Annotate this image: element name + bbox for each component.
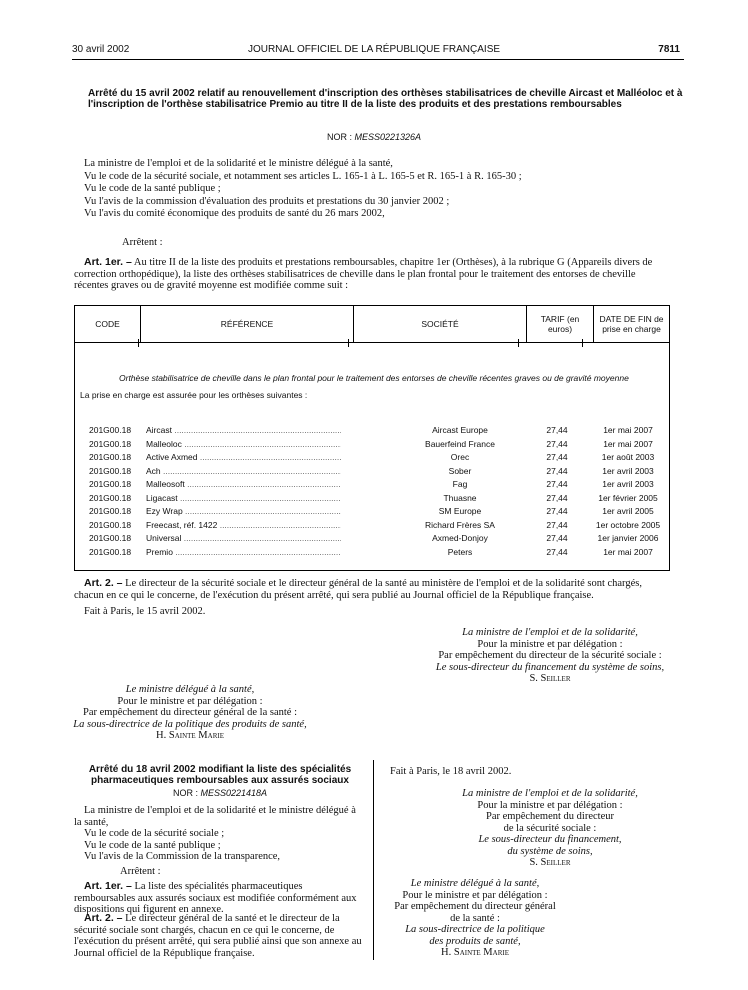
col-societe: SOCIÉTÉ bbox=[354, 306, 527, 343]
column-divider bbox=[373, 760, 374, 960]
table-caption: Orthèse stabilisatrice de cheville dans le plan frontal pour le traitement des entorses de cheville récentes graves ou de gravité moyenne bbox=[119, 373, 629, 383]
header-page-number: 7811 bbox=[658, 44, 680, 55]
table-row bbox=[75, 479, 669, 493]
col-date-fin: DATE DE FIN de prise en charge bbox=[594, 306, 670, 343]
signature-line: Par empêchement du directeur général de la santé : bbox=[83, 707, 297, 718]
signature-line: Par empêchement du directeur général bbox=[394, 901, 556, 912]
row-date-fin: 1er octobre 2005 bbox=[595, 519, 661, 530]
decree1-visas bbox=[84, 158, 684, 221]
table-row bbox=[75, 439, 669, 453]
signature-line: Le sous-directeur du financement du système de soins, bbox=[435, 661, 665, 673]
row-tarif: 27,44 bbox=[546, 506, 568, 516]
decree1-article1 bbox=[74, 257, 670, 292]
signature-line: La ministre de l'emploi et de la solidarité, bbox=[462, 627, 638, 638]
header-rule bbox=[72, 59, 684, 60]
row-date-fin: 1er août 2003 bbox=[601, 452, 655, 462]
row-code: 201G00.18 bbox=[89, 506, 132, 516]
row-reference: Active Axmed ..... bbox=[146, 452, 341, 462]
row-code: 201G00.18 bbox=[89, 492, 132, 503]
signature-name: H. Sainte Marie bbox=[441, 947, 509, 958]
table-row bbox=[75, 506, 669, 520]
row-societe: Bauerfeind France bbox=[425, 438, 495, 449]
decree1-fait: Fait à Paris, le 15 avril 2002. bbox=[84, 606, 206, 617]
row-societe: Orec bbox=[450, 452, 470, 462]
row-code: 201G00.18 bbox=[89, 452, 132, 462]
row-societe: Sober bbox=[448, 465, 472, 476]
row-date-fin: 1er mai 2007 bbox=[603, 438, 653, 449]
row-code: 201G00.18 bbox=[89, 425, 132, 435]
row-societe: Fag bbox=[452, 479, 468, 489]
row-date-fin: 1er mai 2007 bbox=[603, 546, 653, 557]
row-reference: Malleosoft ..... bbox=[146, 479, 341, 489]
row-reference: Ligacast ..... bbox=[146, 493, 341, 503]
article-text: La liste des spécialités pharmaceutiques remboursables aux assurés sociaux est modifiée conformément aux dispositions qui figurent en annexe. bbox=[74, 881, 357, 915]
signature-name: H. Sainte Marie bbox=[156, 730, 224, 741]
nor-value: MESS0221326A bbox=[354, 132, 422, 142]
table-subcaption: La prise en charge est assurée pour les orthèses suivantes : bbox=[80, 390, 308, 400]
signature-line: des produits de santé, bbox=[429, 935, 521, 947]
row-date-fin: 1er février 2005 bbox=[598, 492, 658, 503]
row-code: 201G00.18 bbox=[89, 465, 132, 476]
decree2-title: Arrêté du 18 avril 2002 modifiant la liste des spécialités pharmaceutiques remboursables aux assurés sociaux bbox=[88, 764, 352, 786]
article-label: Art. 2. – bbox=[84, 912, 123, 924]
table-row bbox=[75, 520, 669, 534]
visa-line: La ministre de l'emploi et de la solidarité et le ministre délégué à la santé, bbox=[84, 158, 393, 169]
row-reference: Aircast ..... bbox=[146, 425, 341, 435]
article-label: Art. 1er. – bbox=[84, 880, 132, 892]
nor-label: NOR : bbox=[326, 132, 352, 142]
row-societe: Richard Frères SA bbox=[425, 519, 495, 530]
decree2-signature-2 bbox=[375, 878, 575, 959]
row-societe: SM Europe bbox=[438, 506, 482, 516]
signature-line: Pour la ministre et par délégation : bbox=[477, 799, 623, 811]
col-divider bbox=[138, 339, 139, 347]
row-date-fin: 1er mai 2007 bbox=[603, 425, 653, 435]
col-reference: RÉFÉRENCE bbox=[141, 306, 354, 343]
row-tarif: 27,44 bbox=[546, 533, 568, 543]
decree1-arretent: Arrêtent : bbox=[122, 237, 163, 248]
col-divider bbox=[518, 339, 519, 347]
table-row bbox=[75, 547, 669, 561]
orthoses-table-header bbox=[74, 305, 670, 343]
row-code: 201G00.18 bbox=[89, 438, 132, 449]
signature-line: Pour le ministre et par délégation : bbox=[117, 695, 263, 707]
orthoses-table-body bbox=[74, 339, 670, 571]
row-reference: Malleoloc ..... bbox=[146, 439, 341, 449]
signature-line: Pour la ministre et par délégation : bbox=[477, 638, 623, 650]
nor-label: NOR : bbox=[172, 788, 198, 798]
decree1-signature-left bbox=[60, 684, 320, 742]
decree1-title: Arrêté du 15 avril 2002 relatif au renouvellement d'inscription des orthèses stabilisatrices de cheville Aircast et Malléoloc et à l'inscription de l'orthèse stabilisatrice Premio au titre II de la liste des produits et des prestations remboursables bbox=[88, 88, 683, 110]
row-code: 201G00.18 bbox=[89, 519, 132, 530]
decree2-fait: Fait à Paris, le 18 avril 2002. bbox=[390, 766, 512, 777]
visa-line: Vu l'avis de la Commission de la transparence, bbox=[84, 851, 281, 862]
row-societe: Aircast Europe bbox=[432, 425, 488, 435]
visa-line: La ministre de l'emploi et de la solidarité et le ministre délégué à la santé, bbox=[74, 805, 356, 828]
signature-line: de la sécurité sociale : bbox=[503, 822, 597, 834]
row-tarif: 27,44 bbox=[546, 425, 568, 435]
row-reference: Premio ..... bbox=[146, 547, 341, 557]
col-tarif: TARIF (en euros) bbox=[527, 306, 594, 343]
decree1-nor bbox=[0, 132, 748, 142]
row-date-fin: 1er avril 2003 bbox=[602, 465, 654, 476]
col-divider bbox=[348, 339, 349, 347]
row-tarif: 27,44 bbox=[546, 492, 568, 503]
row-tarif: 27,44 bbox=[546, 465, 568, 476]
col-divider bbox=[582, 339, 583, 347]
signature-line: La ministre de l'emploi et de la solidarité, bbox=[462, 788, 638, 799]
decree1-signature-right bbox=[400, 627, 700, 685]
table-row bbox=[75, 425, 669, 439]
row-societe: Peters bbox=[447, 546, 473, 557]
nor-value: MESS0221418A bbox=[200, 788, 268, 798]
signature-line: Le sous-directeur du financement, bbox=[478, 834, 622, 845]
article-text: Le directeur de la sécurité sociale et le directeur général de la santé au ministère de l'emploi et de la solidarité sont chargés, chacun en ce qui le concerne, de l'exécution du présent arrêté, qui sera publié au Journal officiel de la République française. bbox=[74, 578, 642, 601]
visa-line: Vu le code de la santé publique ; bbox=[84, 183, 221, 194]
signature-name: S. Seiller bbox=[529, 857, 571, 868]
row-societe: Axmed-Donjoy bbox=[432, 533, 488, 543]
signature-line: de la santé : bbox=[450, 912, 500, 924]
col-code: CODE bbox=[75, 306, 141, 343]
decree1-article2 bbox=[74, 578, 670, 601]
row-tarif: 27,44 bbox=[546, 546, 568, 557]
decree2-arretent: Arrêtent : bbox=[120, 866, 161, 877]
header-date: 30 avril 2002 bbox=[72, 44, 130, 55]
article-text: Le directeur général de la santé et le directeur de la sécurité sociale sont chargés, chacun en ce qui le concerne, de l'exécution du présent arrêté, qui sera publié ainsi que son annexe au Journal officiel de la République française. bbox=[74, 913, 362, 959]
decree2-article2 bbox=[74, 913, 366, 959]
signature-line: La sous-directrice de la politique des produits de santé, bbox=[73, 718, 307, 730]
row-tarif: 27,44 bbox=[546, 438, 568, 449]
signature-line: du système de soins, bbox=[507, 845, 593, 857]
table-row bbox=[75, 493, 669, 507]
row-reference: Freecast, réf. 1422 ..... bbox=[146, 520, 341, 530]
table-row bbox=[75, 452, 669, 466]
decree2-signature-1 bbox=[430, 788, 670, 869]
row-reference: Ach ..... bbox=[146, 466, 341, 476]
article-label: Art. 2. – bbox=[84, 577, 123, 589]
decree2-nor bbox=[74, 788, 366, 798]
decree2-visas bbox=[74, 805, 366, 863]
signature-line: Par empêchement du directeur bbox=[486, 811, 614, 822]
row-societe: Thuasne bbox=[443, 492, 477, 503]
row-code: 201G00.18 bbox=[89, 479, 132, 489]
row-tarif: 27,44 bbox=[546, 452, 568, 462]
visa-line: Vu l'avis de la commission d'évaluation des produits et prestations du 30 janvier 2002 ; bbox=[84, 195, 450, 207]
table-row bbox=[75, 533, 669, 547]
article-text: Au titre II de la liste des produits et prestations remboursables, chapitre 1er (Orthèses), à la rubrique G (Appareils divers de correction orthopédique), la liste des orthèses stabilisatrices de cheville dans le plan frontal pour le traitement des entorses de cheville récentes graves ou de gravité moyenne est modifiée comme suit : bbox=[74, 257, 653, 291]
signature-line: Le ministre délégué à la santé, bbox=[125, 684, 255, 695]
article-label: Art. 1er. – bbox=[84, 256, 132, 268]
table-row bbox=[75, 466, 669, 480]
row-date-fin: 1er janvier 2006 bbox=[597, 533, 659, 543]
signature-line: Par empêchement du directeur de la sécurité sociale : bbox=[438, 650, 662, 661]
row-code: 201G00.18 bbox=[89, 533, 132, 543]
signature-line: Le ministre délégué à la santé, bbox=[410, 878, 540, 889]
visa-line: Vu le code de la sécurité sociale, et notamment ses articles L. 165-1 à L. 165-5 et R. 165-1 à R. 165-30 ; bbox=[84, 170, 522, 182]
header-title: JOURNAL OFFICIEL DE LA RÉPUBLIQUE FRANÇAISE bbox=[247, 44, 501, 55]
visa-line: Vu le code de la sécurité sociale ; bbox=[84, 828, 225, 839]
row-date-fin: 1er avril 2003 bbox=[602, 479, 654, 489]
row-date-fin: 1er avril 2005 bbox=[602, 506, 654, 516]
row-reference: Ezy Wrap ..... bbox=[146, 506, 341, 516]
visa-line: Vu l'avis du comité économique des produits de santé du 26 mars 2002, bbox=[84, 208, 385, 219]
table-rows bbox=[75, 425, 669, 560]
signature-line: Pour le ministre et par délégation : bbox=[402, 889, 548, 901]
row-tarif: 27,44 bbox=[546, 479, 568, 489]
decree2-article1 bbox=[74, 881, 366, 916]
row-tarif: 27,44 bbox=[546, 519, 568, 530]
signature-name: S. Seiller bbox=[529, 673, 571, 684]
row-code: 201G00.18 bbox=[89, 546, 132, 557]
visa-line: Vu le code de la santé publique ; bbox=[84, 839, 221, 851]
row-reference: Universal ..... bbox=[146, 533, 341, 543]
signature-line: La sous-directrice de la politique bbox=[405, 924, 545, 935]
